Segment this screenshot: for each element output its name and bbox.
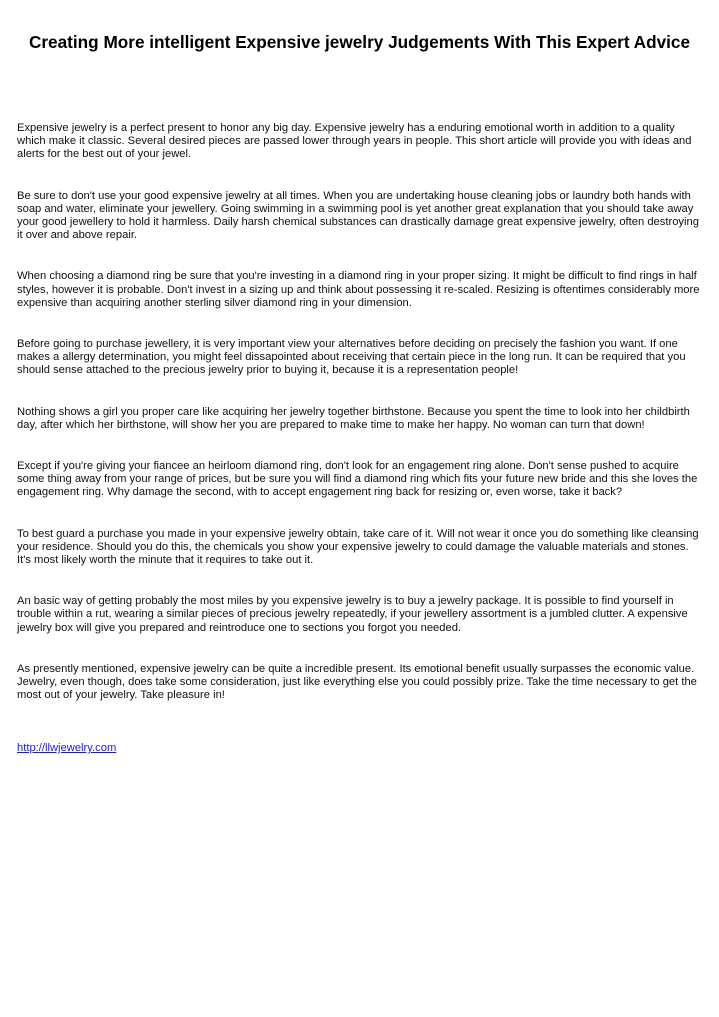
website-link[interactable]: http://llwjewelry.com bbox=[17, 742, 117, 754]
paragraph-jewelry-box: An basic way of getting probably the most miles by you expensive jewelry is to buy a jewelry package. It is possible to find yourself in trouble within a rut, wearing a similar pieces of precious jewelry repeatedly, if your jewellery assortment is a jumbled clutter. A expensive jewelry box will give you prepared and reintroduce one to sections you forgot you needed. bbox=[17, 595, 688, 634]
document-body bbox=[17, 122, 705, 730]
paragraph-good-jewelry-care: Be sure to don't use your good expensive jewelry at all times. When you are undertaking house cleaning jobs or laundry both hands with soap and water, eliminate your jewellery. Going swimming in a swimming pool is yet another great explanation that you should take away your good jewellery to hold it harmless. Daily harsh chemical substances can drastically damage great expensive jewelry, often destroying it over and above repair. bbox=[17, 189, 699, 242]
document-title: Creating More intelligent Expensive jewelry Judgements With This Expert Advice bbox=[28, 32, 691, 52]
paragraph-conclusion: As presently mentioned, expensive jewelry can be quite a incredible present. Its emotional benefit usually surpasses the economic value. Jewelry, even though, does take some consideration, just like everything else you could possibly prize. Take the time necessary to get the most out of your jewelry. Take pleasure in! bbox=[17, 662, 697, 702]
paragraph-intro: Expensive jewelry is a perfect present to honor any big day. Expensive jewelry has a enduring emotional worth in addition to a quality which make it classic. Several desired pieces are passed lower through years in people. This short article will provide you with ideas and alerts for the best out of your jewel. bbox=[17, 122, 692, 161]
paragraph-birthstone: Nothing shows a girl you proper care like acquiring her jewelry together birthstone. Because you spent the time to look into her childbirth day, after which her birthstone, will show her you are prepared to make time to make her happy. No woman can turn that down! bbox=[17, 405, 690, 431]
paragraph-ring-sizing: When choosing a diamond ring be sure that you're investing in a diamond ring in your proper sizing. It might be difficult to find rings in half styles, however it is probable. Don't invest in a sizing up and think about possessing it re-scaled. Resizing is oftentimes considerably more expensive than acquiring another sterling silver diamond ring in your dimension. bbox=[17, 270, 700, 309]
paragraph-view-alternatives: Before going to purchase jewellery, it is very important view your alternatives before deciding on precisely the fashion you want. If one makes a allergy determination, you might feel dissapointed about receiving that certain piece in the long run. It can be required that you should sense attached to the precious jewelry prior to buying it, because it is a representation people! bbox=[17, 338, 686, 377]
paragraph-guard-purchase: To best guard a purchase you made in your expensive jewelry obtain, take care of it. Will not wear it once you do something like cleansing your residence. Should you do this, the chemicals you show your expensive jewelry to could damage the valuable materials and stones. It's most likely worth the minute that it requires to take out it. bbox=[17, 527, 699, 567]
paragraph-engagement-ring: Except if you're giving your fiancee an heirloom diamond ring, don't look for an engagement ring alone. Don't sense pushed to acquire some thing away from your range of prices, but be sure you will find a diamond ring which fits your future new bride and this she loves the engagement ring. Why damage the second, with to accept engagement ring back for resizing or, even worse, take it back? bbox=[17, 460, 698, 499]
